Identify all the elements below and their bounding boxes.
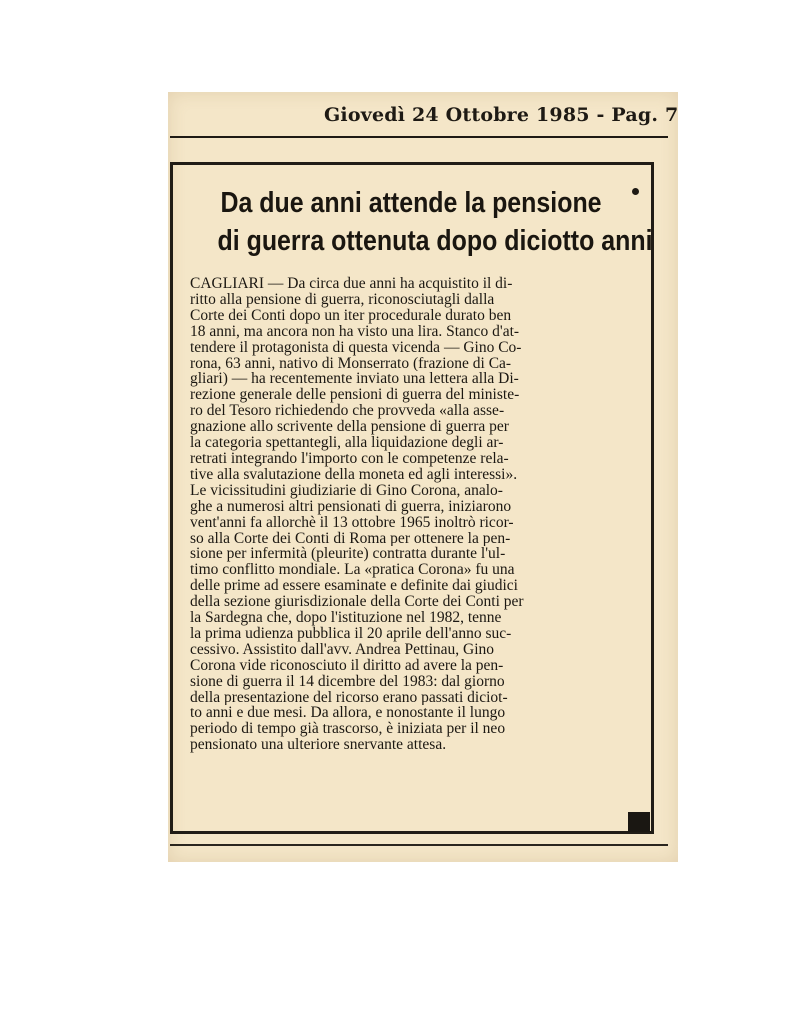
headline-line-2: di guerra ottenuta dopo diciotto anni [217,225,653,257]
body-line: della presentazione del ricorso erano passati diciot- [190,689,508,706]
body-line: ghe a numerosi altri pensionati di guerra, iniziarono [190,498,512,515]
body-line: rona, 63 anni, nativo di Monserrato (frazione di Ca- [190,355,512,372]
bullet-mark [632,188,639,195]
headline-line-1: Da due anni attende la pensione [220,187,602,219]
body-line: timo conflitto mondiale. La «pratica Corona» fu una [190,562,515,579]
page-dateline: Giovedì 24 Ottobre 1985 - Pag. 7 [324,104,679,126]
body-line: cessivo. Assistito dall'avv. Andrea Pettinau, Gino [190,641,495,658]
article-headline [217,184,653,260]
body-line: sione di guerra il 14 dicembre del 1983: dal giorno [190,673,505,690]
body-line: periodo di tempo già trascorso, è iniziata per il neo [190,721,506,738]
body-line: pensionato una ulteriore snervante attesa. [190,737,447,754]
body-line: Corona vide riconosciuto il diritto ad avere la pen- [190,657,504,674]
body-line: vent'anni fa allorchè il 13 ottobre 1965 inoltrò ricor- [190,514,514,531]
body-line: CAGLIARI — Da circa due anni ha acquistito il di- [190,276,513,292]
body-line: tive alla svalutazione della moneta ed agli interessi». [190,466,518,483]
body-line: la categoria spettantegli, alla liquidazione degli ar- [190,435,504,451]
body-line: la prima udienza pubblica il 20 aprile dell'anno suc- [190,625,512,642]
body-line: 18 anni, ma ancora non ha visto una lira. Stanco d'at- [190,323,520,340]
body-line: rezione generale delle pensioni di guerra del ministe- [190,387,520,404]
body-line: to anni e due mesi. Da allora, e nonostante il lungo [190,705,506,722]
newspaper-clipping [168,92,678,862]
body-line: Le vicissitudini giudiziarie di Gino Corona, analo- [190,482,503,499]
body-line: la Sardegna che, dopo l'istituzione nel 1982, tenne [190,610,502,626]
body-line: so alla Corte dei Conti di Roma per ottenere la pen- [190,530,511,547]
footer-divider [170,844,668,846]
body-line: tendere il protagonista di questa vicenda — Gino Co- [190,339,522,356]
body-line: ro del Tesoro richiedendo che provveda «alla asse- [190,403,505,420]
header-divider [170,136,668,138]
body-line: gnazione allo scrivente della pensione di guerra per [190,419,509,436]
body-line: della sezione giurisdizionale della Corte dei Conti per [190,594,524,611]
body-line: sione per infermità (pleurite) contratta durante l'ul- [190,546,506,563]
body-line: retrati integrando l'importo con le competenze rela- [190,450,509,467]
corner-mark [628,812,650,832]
body-line: Corte dei Conti dopo un iter procedurale durato ben [190,307,512,324]
body-line: delle prime ad essere esaminate e definite dai giudici [190,578,518,595]
body-line: gliari) — ha recentemente inviato una lettera alla Di- [190,371,519,388]
body-line: ritto alla pensione di guerra, riconosciutagli dalla [190,291,495,308]
article-body [190,276,656,753]
